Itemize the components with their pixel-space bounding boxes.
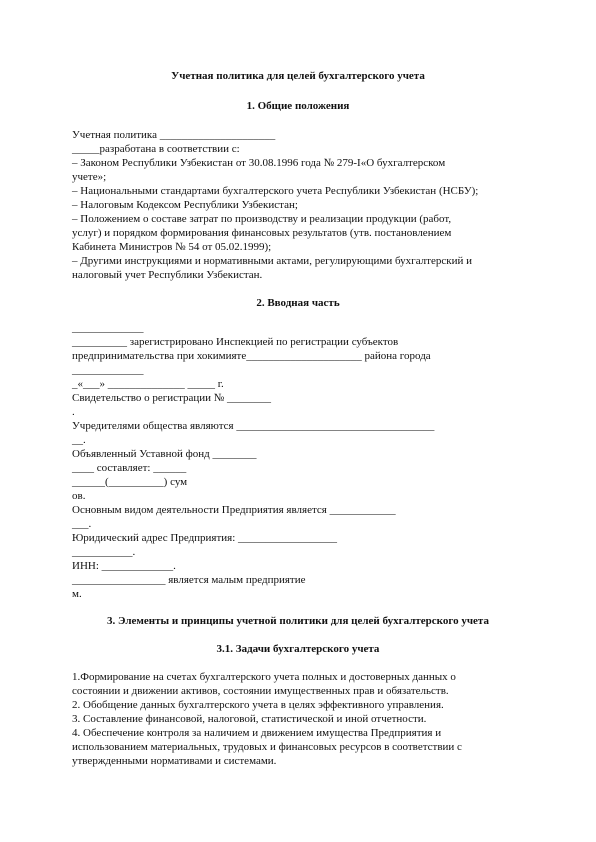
section-1-line: – Положением о составе затрат по производству и реализации продукции (работ, — [72, 213, 452, 225]
section-3-line: использованием материальных, трудовых и финансовых ресурсов в соответствии с — [72, 741, 462, 753]
section-1-line: Кабинета Министров № 54 от 05.02.1999); — [72, 241, 272, 253]
section-1-line: – Национальными стандартами бухгалтерского учета Республики Узбекистан (НСБУ); — [72, 185, 479, 197]
section-2-line: Объявленный Уставной фонд ________ — [72, 448, 257, 460]
section-1-line: – Другими инструкциями и нормативными актами, регулирующими бухгалтерский и — [72, 255, 472, 267]
section-2-line: . — [72, 406, 75, 418]
section-2-line: Учредителями общества являются ____________________________________ — [72, 420, 435, 432]
section-3-line: 1.Формирование на счетах бухгалтерского учета полных и достоверных данных о — [72, 671, 456, 683]
section-3-line: 2. Обобщение данных бухгалтерского учета в целях эффективного управления. — [72, 699, 444, 711]
section-2-line: ___. — [72, 518, 92, 530]
section-1-line: – Законом Республики Узбекистан от 30.08.1996 года № 279-I«О бухгалтерском — [72, 157, 446, 169]
section-3-heading: 3. Элементы и принципы учетной политики для целей бухгалтерского учета — [107, 615, 489, 627]
section-2-line: _________________ является малым предприятие — [72, 574, 306, 586]
section-3-line: утвержденными нормативами и системами. — [72, 755, 277, 767]
section-3-line: 3. Составление финансовой, налоговой, статистической и иной отчетности. — [72, 713, 427, 725]
section-2-line: __. — [72, 434, 86, 446]
section-2-line: м. — [72, 588, 82, 600]
section-2-line: предпринимательства при хокимияте_____________________ района города — [72, 350, 431, 362]
section-2-line: Свидетельство о регистрации № ________ — [72, 392, 272, 404]
document-title: Учетная политика для целей бухгалтерского учета — [171, 70, 425, 82]
section-1-line: Учетная политика _____________________ — [72, 129, 276, 141]
section-2-line: ______(__________) сум — [72, 476, 188, 488]
section-2-line: ___________. — [72, 546, 136, 558]
section-2-line: Юридический адрес Предприятия: __________________ — [72, 532, 338, 544]
section-1-line: налоговый учет Республики Узбекистан. — [72, 269, 263, 281]
section-2-line: ____ составляет: ______ — [72, 462, 187, 474]
section-2-line: Основным видом деятельности Предприятия является ____________ — [72, 504, 396, 516]
section-3-line: 4. Обеспечение контроля за наличием и движением имущества Предприятия и — [72, 727, 442, 739]
section-2-line: ИНН: _____________. — [72, 560, 176, 572]
section-2-line: _____________ — [72, 322, 144, 334]
section-2-line: _«___» ______________ _____ г. — [72, 378, 224, 390]
section-1-line: _____разработана в соответствии с: — [72, 143, 240, 155]
section-1-line: учете»; — [72, 171, 107, 183]
section-2-heading: 2. Вводная часть — [256, 297, 340, 309]
section-3-line: состоянии и движении активов, состоянии имущественных прав и обязательств. — [72, 685, 449, 697]
section-3-subheading: 3.1. Задачи бухгалтерского учета — [216, 643, 380, 655]
section-2-line: _____________ — [72, 364, 144, 376]
section-1-line: услуг) и порядком формирования финансовых результатов (утв. постановлением — [72, 227, 452, 239]
section-2-line: __________ зарегистрировано Инспекцией по регистрации субъектов — [72, 336, 399, 348]
section-1-heading: 1. Общие положения — [246, 100, 350, 112]
section-1-line: – Налоговым Кодексом Республики Узбекистан; — [72, 199, 298, 211]
section-2-line: ов. — [72, 490, 86, 502]
